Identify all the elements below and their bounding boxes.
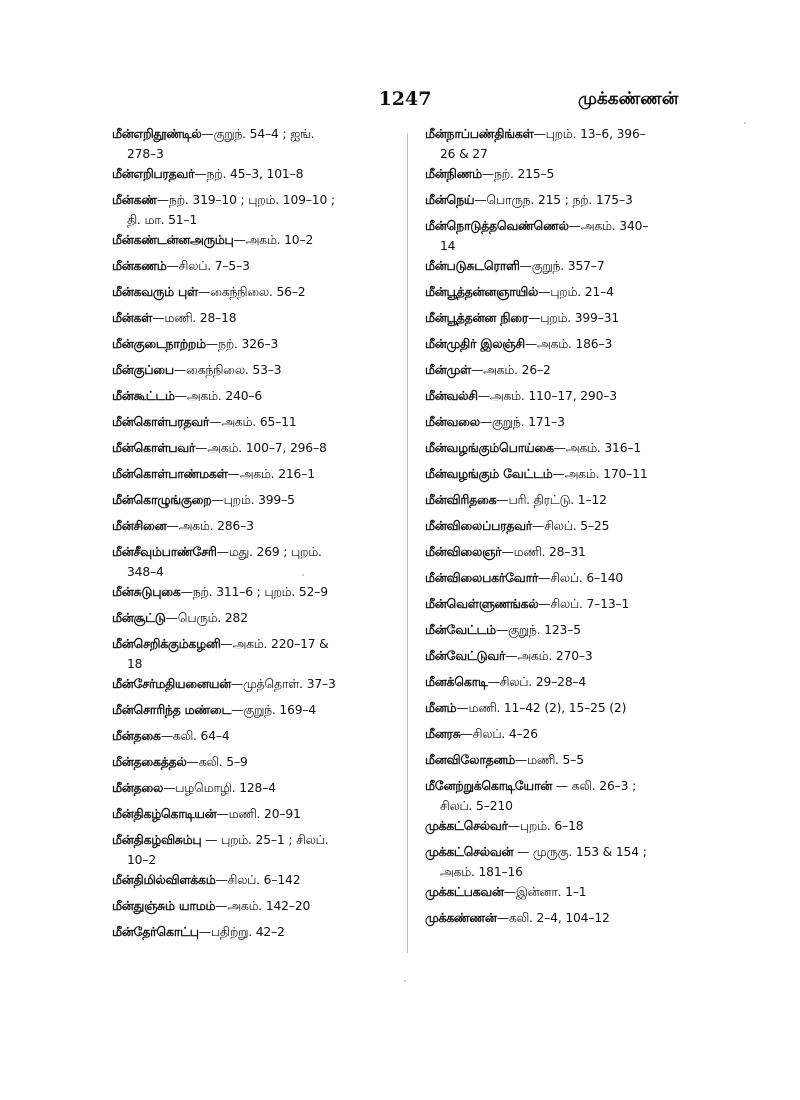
print-speck [404, 980, 406, 982]
index-entry [425, 256, 717, 282]
index-entry [112, 896, 402, 922]
index-entry [425, 124, 717, 164]
left-column [112, 124, 402, 948]
index-entry [112, 700, 402, 726]
entry-references: —அகம். 65–11 [209, 415, 297, 429]
index-entry [112, 634, 402, 674]
entry-headword: மீன்செறிக்கும்கழனி [112, 637, 221, 651]
entry-headword: மீன்கண்டன்னஅரும்பு [112, 233, 234, 247]
entry-references: —முத்தொள். 37–3 [230, 677, 336, 691]
entry-headword: மீன்கூட்டம் [112, 389, 175, 403]
index-entry [112, 164, 402, 190]
index-entry [425, 816, 717, 842]
index-entry [112, 282, 402, 308]
entry-headword: மீன்குப்பை [112, 363, 174, 377]
entry-references: —கைந்நிலை. 56–2 [197, 285, 306, 299]
index-entry [112, 726, 402, 752]
index-entry [425, 216, 717, 256]
entry-continuation: சிலப். 5–210 [440, 799, 513, 813]
entry-headword: முக்கட்செல்வன் [425, 845, 514, 859]
index-entry [112, 922, 402, 948]
index-entry [112, 334, 402, 360]
entry-references: —புறம். 21–4 [538, 285, 614, 299]
right-column [425, 124, 717, 934]
index-entry [112, 608, 402, 634]
index-entry [112, 124, 402, 164]
entry-references: —குறுந். 123–5 [495, 623, 581, 637]
entry-references: —அகம். 220–17 & [220, 637, 329, 651]
index-entry [425, 490, 717, 516]
index-entry [425, 724, 717, 750]
index-entry [425, 568, 717, 594]
entry-headword: மீன்விலைபகர்வோர் [425, 571, 539, 585]
entry-headword: மீன்நெய் [425, 193, 475, 207]
entry-continuation: 14 [440, 239, 456, 253]
entry-references: —கைந்நிலை. 53–3 [173, 363, 282, 377]
entry-references: —கலி. 5–9 [186, 755, 248, 769]
entry-references: — முருகு. 153 & 154 ; [513, 845, 647, 859]
entry-headword: மீனேற்றுக்கொடியோன் [425, 779, 553, 793]
entry-headword: மீன்சுடுபுகை [112, 585, 181, 599]
index-entry [425, 308, 717, 334]
entry-continuation: தி. மா. 51–1 [127, 213, 198, 227]
column-divider [407, 133, 408, 953]
entry-references: —பழமொழி. 128–4 [163, 781, 276, 795]
entry-references: —அகம். 270–3 [505, 649, 593, 663]
entry-headword: மீன்கொள்பரதவர் [112, 415, 210, 429]
entry-references: —நற். 215–5 [481, 167, 555, 181]
entry-headword: மீன்கள் [112, 311, 153, 325]
entry-references: —நற். 326–3 [205, 337, 279, 351]
entry-continuation: 18 [127, 657, 143, 671]
entry-headword: மீன்சீவும்பாண்சேரி [112, 545, 217, 559]
index-entry [112, 490, 402, 516]
entry-references: —சிலப். 7–13–1 [538, 597, 630, 611]
entry-references: —சிலப். 6–140 [538, 571, 624, 585]
entry-references: —அகம். 186–3 [524, 337, 613, 351]
entry-headword: மீன்படுசுடரொளி [425, 259, 520, 273]
entry-headword: முக்கட்பகவன் [425, 885, 504, 899]
entry-headword: மீன்கொள்பவர் [112, 441, 196, 455]
index-entry [425, 190, 717, 216]
entry-references: —பெரும். 282 [165, 611, 248, 625]
entry-headword: மீன்கொள்பாண்மகள் [112, 467, 228, 481]
entry-headword: மீன்முதிர் இலஞ்சி [425, 337, 525, 351]
entry-references: —சிலப். 4–26 [460, 727, 538, 741]
entry-references: —சிலப். 5–25 [532, 519, 610, 533]
entry-headword: மீன்சேர்மதியனையன் [112, 677, 231, 691]
entry-headword: மீன்கவரும் புள் [112, 285, 198, 299]
entry-references: —அகம். 286–3 [166, 519, 254, 533]
entry-references: —அகம். 316–1 [553, 441, 642, 455]
index-entry [112, 190, 402, 230]
entry-headword: மீன்கண் [112, 193, 157, 207]
index-entry [425, 386, 717, 412]
index-entry [425, 282, 717, 308]
entry-continuation: 10–2 [127, 853, 157, 867]
index-entry [425, 842, 717, 882]
entry-headword: மீன்சூட்டு [112, 611, 166, 625]
entry-references: —அகம். 216–1 [227, 467, 315, 481]
entry-references: —புறம். 6–18 [507, 819, 584, 833]
entry-references: —குறுந். 357–7 [519, 259, 605, 273]
entry-headword: மீன்சொரிந்த மண்டை [112, 703, 232, 717]
entry-references: —கலி. 64–4 [160, 729, 230, 743]
entry-continuation: அகம். 181–16 [440, 865, 523, 879]
index-entry [425, 594, 717, 620]
entry-headword: மீனக்கொடி [425, 675, 488, 689]
entry-headword: மீன்தேர்கொட்பு [112, 925, 199, 939]
entry-headword: மீன்வழங்கும்பொய்கை [425, 441, 554, 455]
entry-references: —அகம். 240–6 [174, 389, 263, 403]
index-entry [425, 672, 717, 698]
entry-references: —நற். 311–6 ; புறம். 52–9 [180, 585, 328, 599]
entry-headword: மீன்திகழ்கொடியன் [112, 807, 217, 821]
entry-headword: மீன்வழங்கும் வேட்டம் [425, 467, 553, 481]
entry-headword: மீன்எறிபரதவர் [112, 167, 195, 181]
entry-headword: மீன்தகை [112, 729, 161, 743]
index-entry [112, 516, 402, 542]
entry-references: —மணி. 11–42 (2), 15–25 (2) [456, 701, 627, 715]
entry-references: —புறம். 13–6, 396– [533, 127, 646, 141]
index-entry [425, 908, 717, 934]
entry-headword: மீன்வேட்டுவர் [425, 649, 506, 663]
index-entry [425, 334, 717, 360]
entry-headword: மீன்தகைத்தல் [112, 755, 187, 769]
entry-continuation: 278–3 [127, 147, 164, 161]
entry-references: —மணி. 28–31 [501, 545, 586, 559]
index-entry [112, 674, 402, 700]
entry-headword: மீன்வல்சி [425, 389, 478, 403]
index-entry [425, 516, 717, 542]
index-entry [425, 164, 717, 190]
entry-headword: மீனவிலோதனம் [425, 753, 515, 767]
index-entry [425, 438, 717, 464]
index-entry [112, 256, 402, 282]
index-entry [112, 870, 402, 896]
index-entry [112, 830, 402, 870]
entry-references: —அகம். 110–17, 290–3 [477, 389, 617, 403]
entry-headword: மீன்கொழுங்குறை [112, 493, 212, 507]
entry-references: —பரி. திரட்டு. 1–12 [496, 493, 607, 507]
entry-references: —அகம். 340– [568, 219, 649, 233]
print-speck [302, 574, 304, 576]
entry-references: —இன்னா. 1–1 [503, 885, 587, 899]
entry-references: —புறம். 399–31 [528, 311, 620, 325]
index-entry [112, 542, 402, 582]
index-entry [112, 230, 402, 256]
entry-references: —அகம். 142–20 [215, 899, 311, 913]
entry-headword: மீன்துஞ்சும் யாமம் [112, 899, 216, 913]
entry-headword: மீன்நொடுத்தவெண்ணெல் [425, 219, 569, 233]
entry-references: —குறுந். 171–3 [479, 415, 565, 429]
entry-continuation: 26 & 27 [440, 147, 488, 161]
entry-references: — புறம். 25–1 ; சிலப். [201, 833, 329, 847]
entry-headword: மீன்விலைப்பரதவர் [425, 519, 533, 533]
entry-headword: முக்கண்ணன் [425, 911, 497, 925]
entry-headword: மீன்கணம் [112, 259, 167, 273]
index-entry [425, 542, 717, 568]
entry-references: —பதிற்று. 42–2 [198, 925, 285, 939]
print-speck [744, 122, 746, 124]
entry-headword: மீன்திமில்விளக்கம் [112, 873, 216, 887]
page-number: 1247 [378, 88, 432, 110]
entry-headword: மீன்நிணம் [425, 167, 482, 181]
entry-references: —சிலப். 29–28–4 [487, 675, 587, 689]
entry-references: —சிலப். 7–5–3 [166, 259, 250, 273]
entry-headword: மீன்சினை [112, 519, 167, 533]
entry-references: —அகம். 26–2 [471, 363, 551, 377]
entry-references: —பொருந. 215 ; நற். 175–3 [474, 193, 633, 207]
index-entry [112, 582, 402, 608]
index-entry [425, 776, 717, 816]
entry-headword: மீனம் [425, 701, 457, 715]
index-entry [112, 752, 402, 778]
index-entry [112, 778, 402, 804]
entry-references: —குறுந். 169–4 [231, 703, 317, 717]
index-entry [425, 620, 717, 646]
index-entry [112, 412, 402, 438]
index-entry [425, 698, 717, 724]
entry-headword: மீன்தலை [112, 781, 164, 795]
index-entry [425, 360, 717, 386]
index-entry [112, 804, 402, 830]
entry-references: —அகம். 10–2 [233, 233, 314, 247]
running-head: முக்கண்ணன் [578, 89, 679, 109]
entry-references: —மது. 269 ; புறம். [216, 545, 322, 559]
entry-references: —நற். 45–3, 101–8 [194, 167, 304, 181]
entry-headword: மீன்வேட்டம் [425, 623, 496, 637]
entry-references: —குறுந். 54–4 ; ஐங். [201, 127, 315, 141]
entry-headword: மீன்குடைநாற்றம் [112, 337, 206, 351]
entry-headword: மீன்வெள்ளுணங்கல் [425, 597, 539, 611]
index-entry [425, 646, 717, 672]
index-entry [425, 882, 717, 908]
entry-references: —அகம். 100–7, 296–8 [195, 441, 327, 455]
index-entry [112, 464, 402, 490]
entry-headword: மீன்எறிதூண்டில் [112, 127, 202, 141]
entry-headword: மீன்திகழ்விசும்பு [112, 833, 202, 847]
entry-references: —மணி. 20–91 [216, 807, 301, 821]
index-entry [425, 464, 717, 490]
index-entry [425, 412, 717, 438]
entry-references: —மணி. 28–18 [152, 311, 237, 325]
index-entry [112, 360, 402, 386]
entry-references: —நற். 319–10 ; புறம். 109–10 ; [156, 193, 335, 207]
entry-references: —மணி. 5–5 [515, 753, 584, 767]
index-entry [425, 750, 717, 776]
entry-headword: மீன்முள் [425, 363, 472, 377]
entry-references: —சிலப். 6–142 [215, 873, 301, 887]
entry-headword: மீன்நாப்பண்திங்கள் [425, 127, 534, 141]
index-entry [112, 386, 402, 412]
entry-headword: மீன்பூத்தன்னஞாயில் [425, 285, 539, 299]
entry-references: — கலி. 26–3 ; [552, 779, 637, 793]
entry-headword: முக்கட்செல்வர் [425, 819, 508, 833]
entry-references: —அகம். 170–11 [552, 467, 648, 481]
entry-references: —புறம். 399–5 [211, 493, 295, 507]
index-entry [112, 438, 402, 464]
entry-headword: மீன்விலைஞர் [425, 545, 502, 559]
entry-headword: மீன்விரிதகை [425, 493, 497, 507]
entry-references: —கலி. 2–4, 104–12 [496, 911, 610, 925]
entry-headword: மீன்வலை [425, 415, 480, 429]
index-entry [112, 308, 402, 334]
entry-headword: மீன்பூத்தன்ன நிரை [425, 311, 529, 325]
entry-headword: மீனரசு [425, 727, 461, 741]
entry-continuation: 348–4 [127, 565, 164, 579]
